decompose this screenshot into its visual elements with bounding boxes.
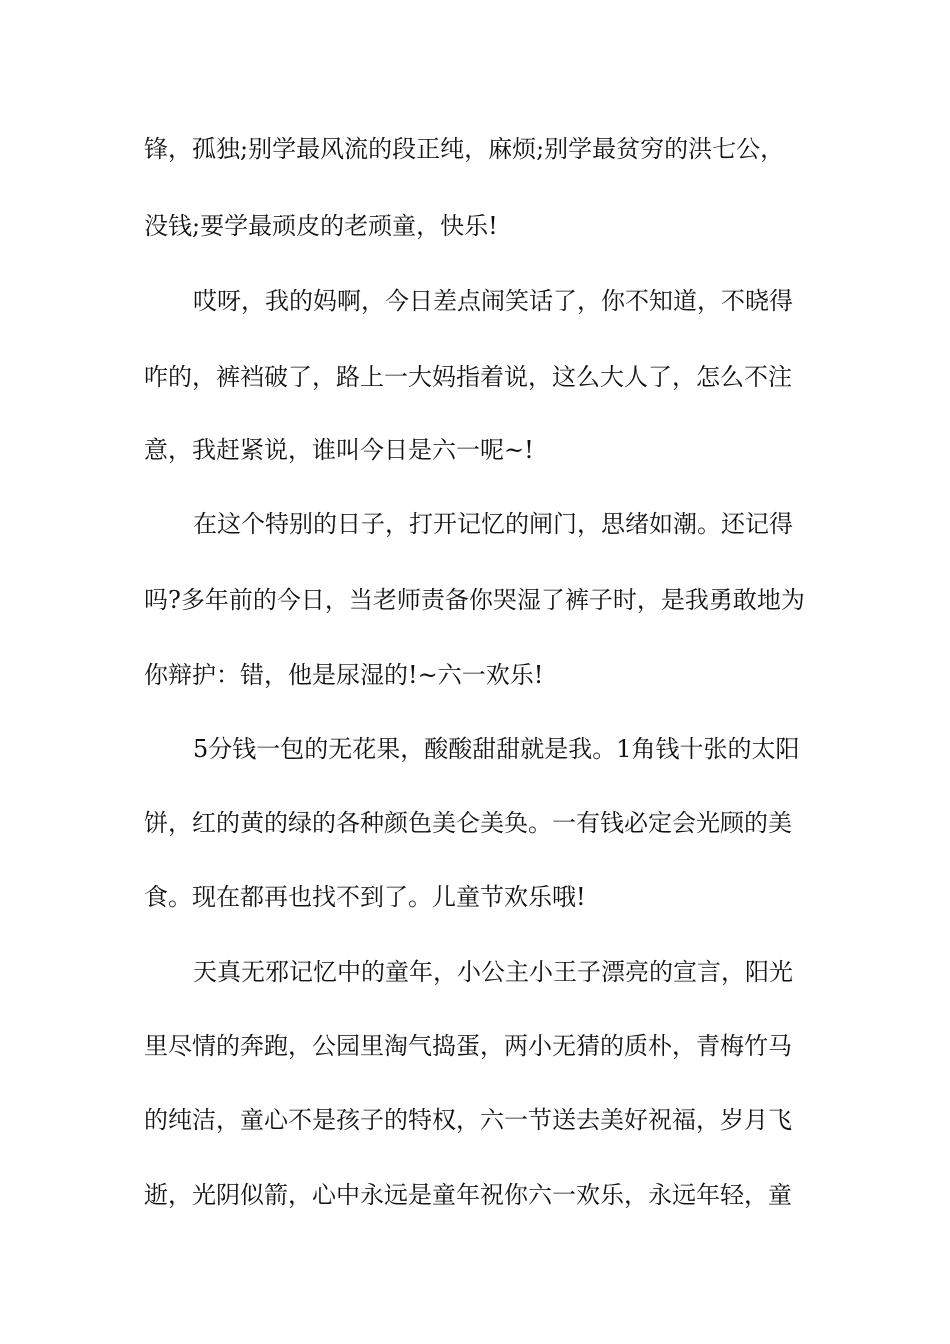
text-line: 逝，光阴似箭，心中永远是童年祝你六一欢乐，永远年轻，童 <box>144 1181 792 1209</box>
paragraph-first-line: 5分钱一包的无花果，酸酸甜甜就是我。1角钱十张的太阳 <box>193 735 800 763</box>
text-line: 咋的，裤裆破了，路上一大妈指着说，这么大人了，怎么不注 <box>144 363 792 391</box>
paragraph-first-line: 哎呀，我的妈啊，今日差点闹笑话了，你不知道，不晓得 <box>193 287 793 315</box>
text-line: 意，我赶紧说，谁叫今日是六一呢~! <box>144 436 534 464</box>
text-line: 食。现在都再也找不到了。儿童节欢乐哦! <box>144 883 586 911</box>
text-line: 你辩护：错，他是尿湿的!~六一欢乐! <box>144 661 544 689</box>
paragraph-first-line: 天真无邪记忆中的童年，小公主小王子漂亮的宣言，阳光 <box>193 958 793 986</box>
text-line: 的纯洁，童心不是孩子的特权，六一节送去美好祝福，岁月飞 <box>144 1106 792 1134</box>
text-line: 锋，孤独;别学最风流的段正纯，麻烦;别学最贫穷的洪七公， <box>144 135 785 163</box>
text-line: 里尽情的奔跑，公园里淘气捣蛋，两小无猜的质朴，青梅竹马 <box>144 1032 792 1060</box>
paragraph-first-line: 在这个特别的日子，打开记忆的闸门，思绪如潮。还记得 <box>193 510 793 538</box>
text-line: 没钱;要学最顽皮的老顽童，快乐! <box>144 212 498 240</box>
text-line: 饼，红的黄的绿的各种颜色美仑美奂。一有钱必定会光顾的美 <box>144 809 792 837</box>
text-line: 吗?多年前的今日，当老师责备你哭湿了裤子时，是我勇敢地为 <box>144 586 805 614</box>
